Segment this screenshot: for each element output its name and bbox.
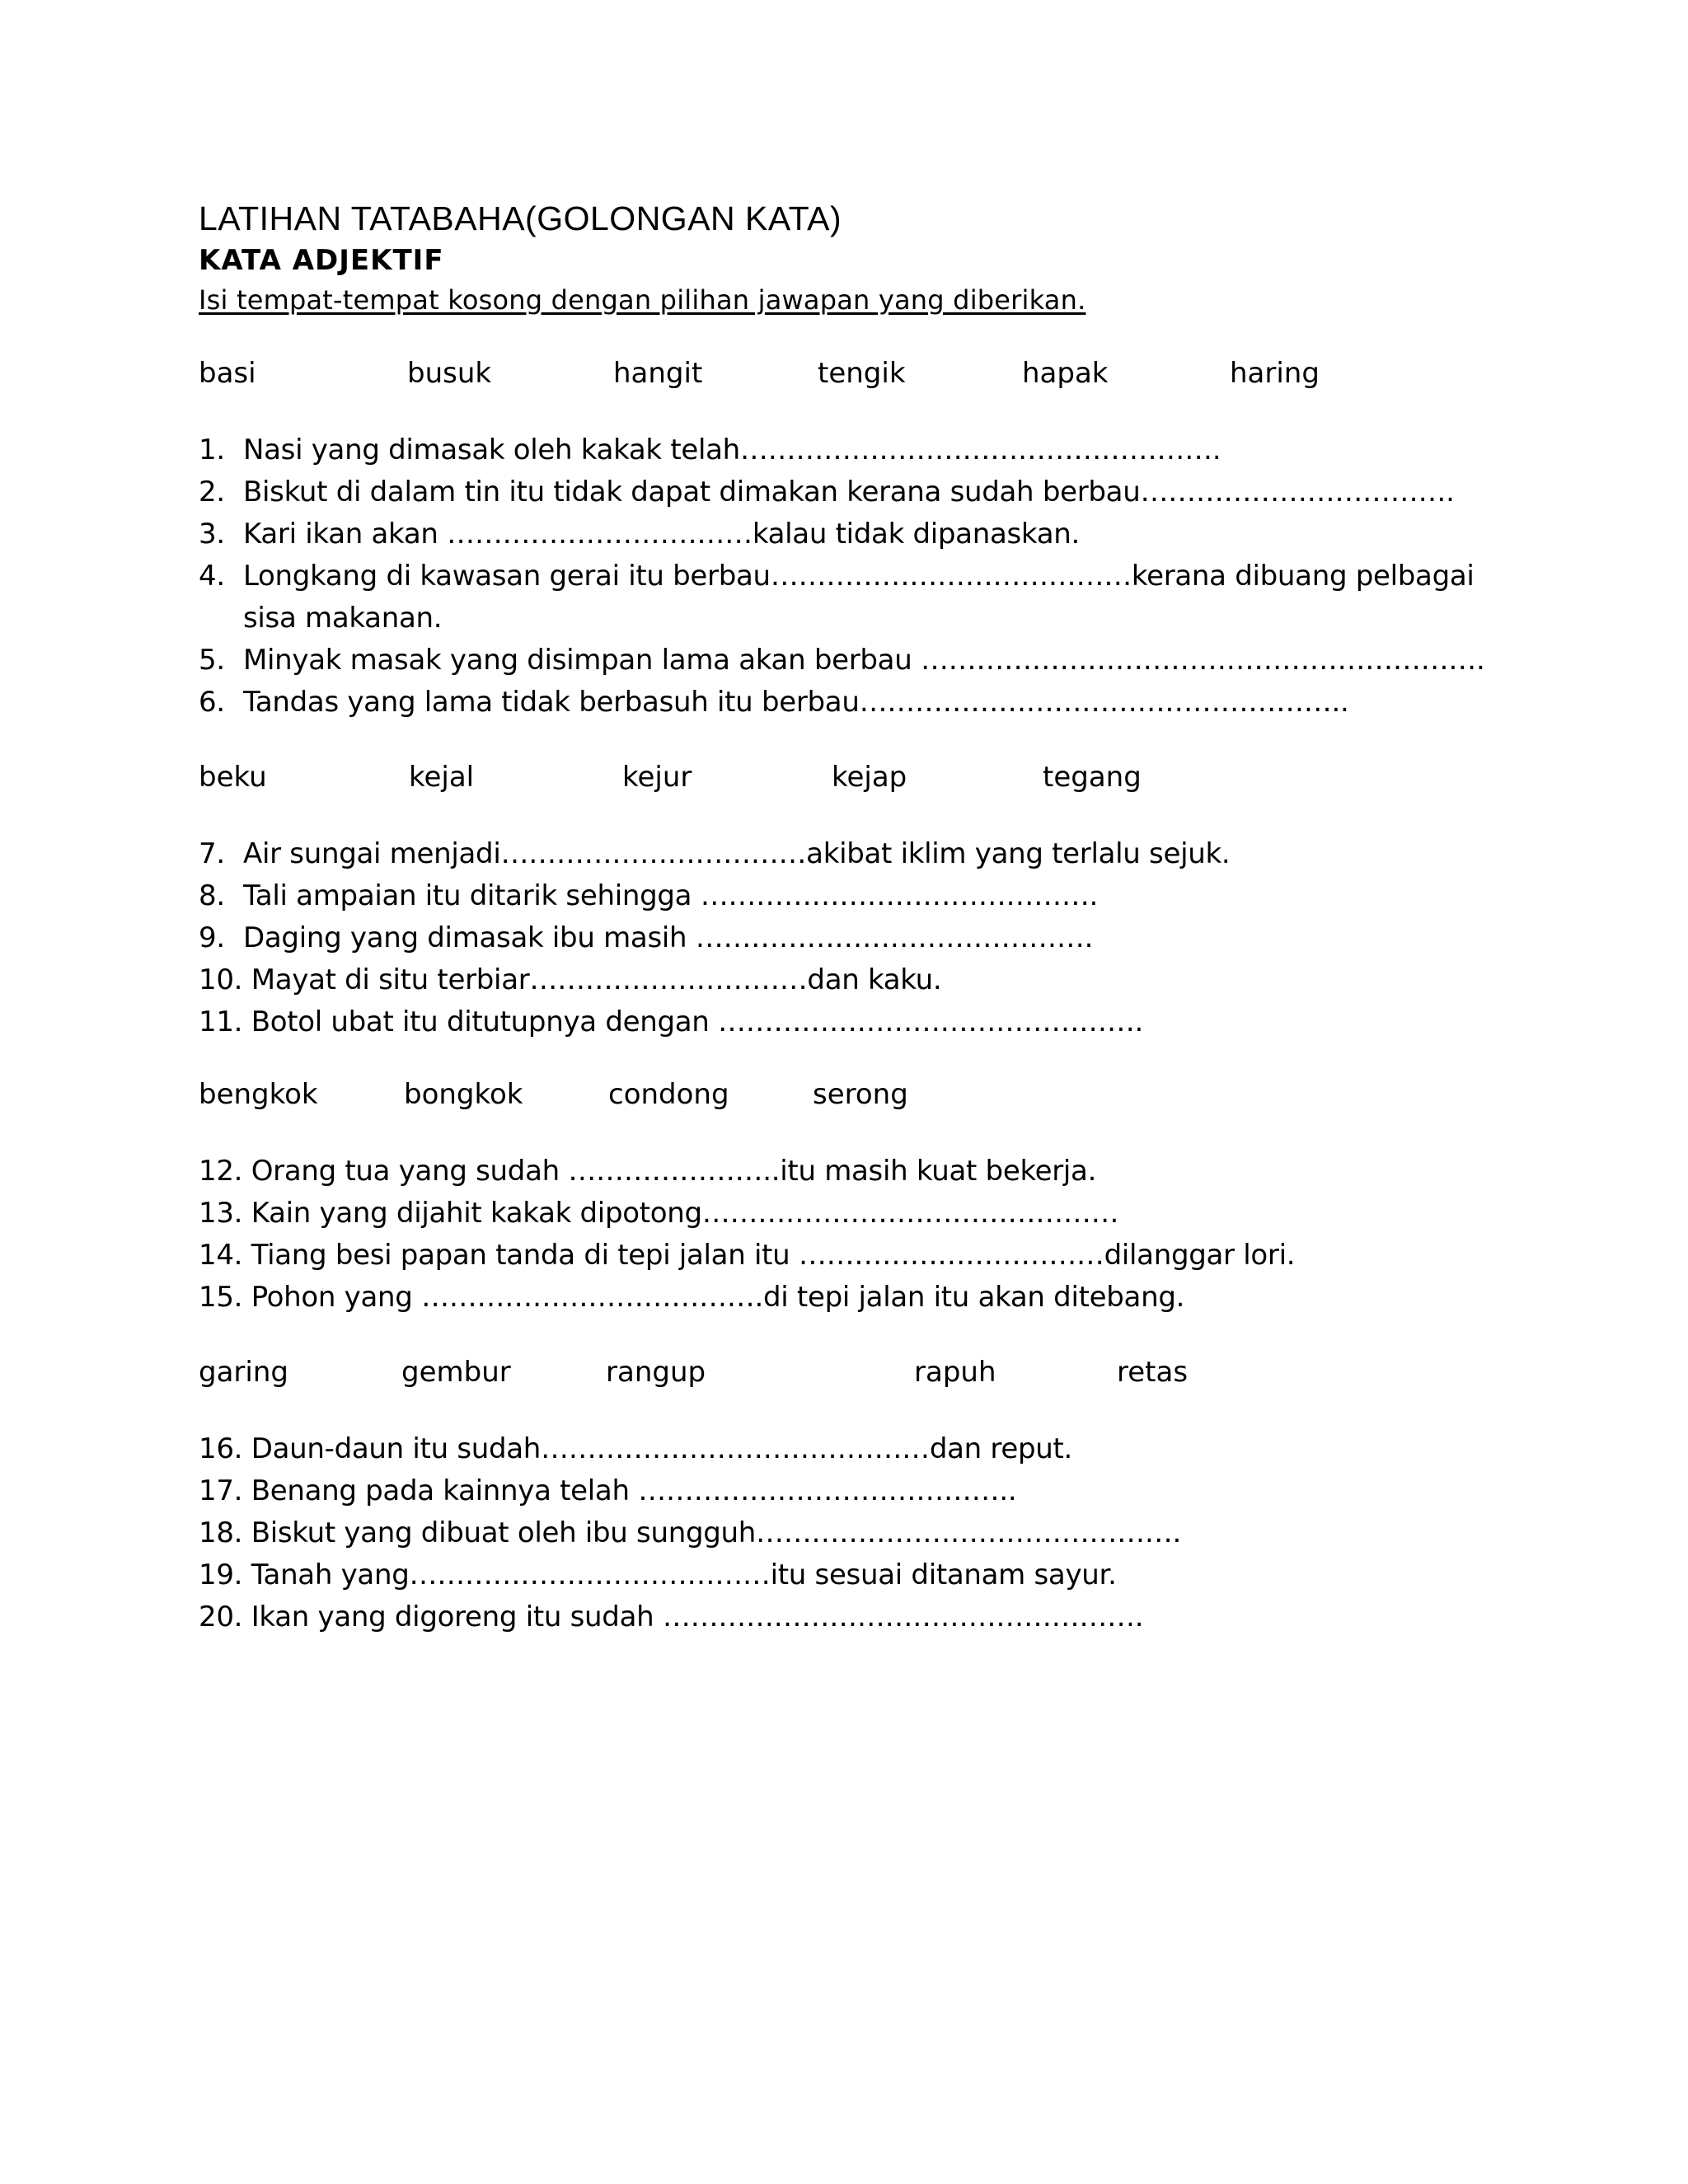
question-item (199, 640, 1484, 682)
word-option: kejur (622, 761, 692, 794)
question-item (199, 682, 1484, 724)
question-number: 3. (199, 518, 225, 551)
word-option: gembur (401, 1356, 511, 1389)
question-item (199, 513, 1484, 555)
word-bank-4 (199, 1352, 1484, 1394)
question-text: Tiang besi papan tanda di tepi jalan itu ……………………………dilanggar lori. (251, 1239, 1296, 1272)
question-number: 7. (199, 837, 225, 870)
question-item (199, 917, 1484, 959)
question-item (199, 1001, 1484, 1043)
word-option: kejap (832, 761, 907, 794)
question-item (199, 875, 1484, 917)
word-option: beku (199, 761, 267, 794)
question-number: 2. (199, 476, 225, 509)
word-option: hapak (1022, 357, 1109, 390)
instruction-text: Isi tempat-tempat kosong dengan pilihan jawapan yang diberikan. (199, 284, 1086, 316)
question-number: 12. (199, 1155, 243, 1188)
question-number: 10. (199, 963, 243, 996)
question-text: Benang pada kainnya telah ………………………………….. (251, 1474, 1017, 1507)
question-number: 19. (199, 1558, 243, 1591)
worksheet-subtitle: KATA ADJEKTIF (199, 244, 444, 277)
question-number: 17. (199, 1474, 243, 1507)
word-option: serong (813, 1078, 908, 1111)
worksheet-title: LATIHAN TATABAHA(GOLONGAN KATA) (199, 199, 842, 237)
question-item (199, 1428, 1484, 1470)
question-item (199, 1277, 1484, 1319)
question-text: Ikan yang digoreng itu sudah ……………………………………………. (251, 1601, 1144, 1633)
question-number: 9. (199, 921, 225, 954)
question-text: Minyak masak yang disimpan lama akan berbau ……………………………………………………. (243, 644, 1485, 677)
question-item (199, 429, 1484, 471)
question-list-1 (199, 429, 1484, 724)
question-item (199, 1151, 1484, 1193)
question-item (199, 1193, 1484, 1235)
word-option: tegang (1043, 761, 1142, 794)
question-item (199, 1596, 1484, 1638)
question-item (199, 1554, 1484, 1596)
question-item (199, 1470, 1484, 1512)
question-text: Air sungai menjadi……………………………akibat iklim yang terlalu sejuk. (243, 837, 1231, 870)
question-text: Botol ubat itu ditutupnya dengan ………………………………………. (251, 1005, 1144, 1038)
word-option: condong (608, 1078, 729, 1111)
worksheet-content (199, 196, 1484, 1638)
question-list-2 (199, 833, 1484, 1043)
question-number: 6. (199, 686, 225, 719)
question-number: 13. (199, 1197, 243, 1230)
question-number: 14. (199, 1239, 243, 1272)
question-text: Pohon yang ……………………………….di tepi jalan itu akan ditebang. (251, 1281, 1185, 1314)
question-text-continued: sisa makanan. (243, 602, 443, 635)
question-text: Orang tua yang sudah …………………..itu masih kuat bekerja. (251, 1155, 1097, 1188)
word-option: garing (199, 1356, 288, 1389)
word-option: haring (1230, 357, 1320, 390)
question-item (199, 959, 1484, 1001)
word-option: retas (1117, 1356, 1189, 1389)
question-text: Tanah yang…………………………………itu sesuai ditanam sayur. (251, 1558, 1117, 1591)
word-option: bongkok (404, 1078, 523, 1111)
word-bank-3 (199, 1074, 1484, 1116)
question-number: 11. (199, 1005, 243, 1038)
question-item (199, 555, 1484, 640)
question-text: Kari ikan akan ……………………………kalau tidak dipanaskan. (243, 518, 1080, 551)
question-text: Biskut yang dibuat oleh ibu sungguh………………………………………. (251, 1516, 1182, 1549)
question-text: Nasi yang dimasak oleh kakak telah……………………………………………. (243, 434, 1221, 466)
question-text: Biskut di dalam tin itu tidak dapat dimakan kerana sudah berbau……………………………. (243, 476, 1455, 509)
question-number: 16. (199, 1432, 243, 1465)
question-number: 5. (199, 644, 225, 677)
question-list-3 (199, 1151, 1484, 1319)
question-item (199, 1512, 1484, 1554)
question-number: 15. (199, 1281, 243, 1314)
word-option: rangup (606, 1356, 706, 1389)
word-option: busuk (407, 357, 492, 390)
word-option: bengkok (199, 1078, 318, 1111)
question-number: 18. (199, 1516, 243, 1549)
question-item (199, 833, 1484, 875)
question-item (199, 1235, 1484, 1277)
question-list-4 (199, 1428, 1484, 1638)
word-option: hangit (613, 357, 703, 390)
question-text: Daun-daun itu sudah……………………………………dan reput. (251, 1432, 1073, 1465)
question-number: 4. (199, 560, 225, 593)
question-text: Mayat di situ terbiar…………………………dan kaku. (251, 963, 942, 996)
question-number: 8. (199, 879, 225, 912)
question-text: Daging yang dimasak ibu masih ……………………………………. (243, 921, 1094, 954)
word-option: basi (199, 357, 256, 390)
word-bank-2 (199, 757, 1484, 799)
question-text: Tali ampaian itu ditarik sehingga ……………………………………. (243, 879, 1099, 912)
question-text: Tandas yang lama tidak berbasuh itu berbau…………………………………………….. (243, 686, 1349, 719)
question-number: 20. (199, 1601, 243, 1633)
word-option: rapuh (914, 1356, 996, 1389)
word-option: tengik (818, 357, 906, 390)
question-text: Kain yang dijahit kakak dipotong……………………………………… (251, 1197, 1119, 1230)
word-option: kejal (409, 761, 475, 794)
question-item (199, 471, 1484, 513)
word-bank-1 (199, 353, 1484, 395)
question-number: 1. (199, 434, 225, 466)
question-text: Longkang di kawasan gerai itu berbau…………………………………kerana dibuang pelbagai (243, 560, 1475, 593)
